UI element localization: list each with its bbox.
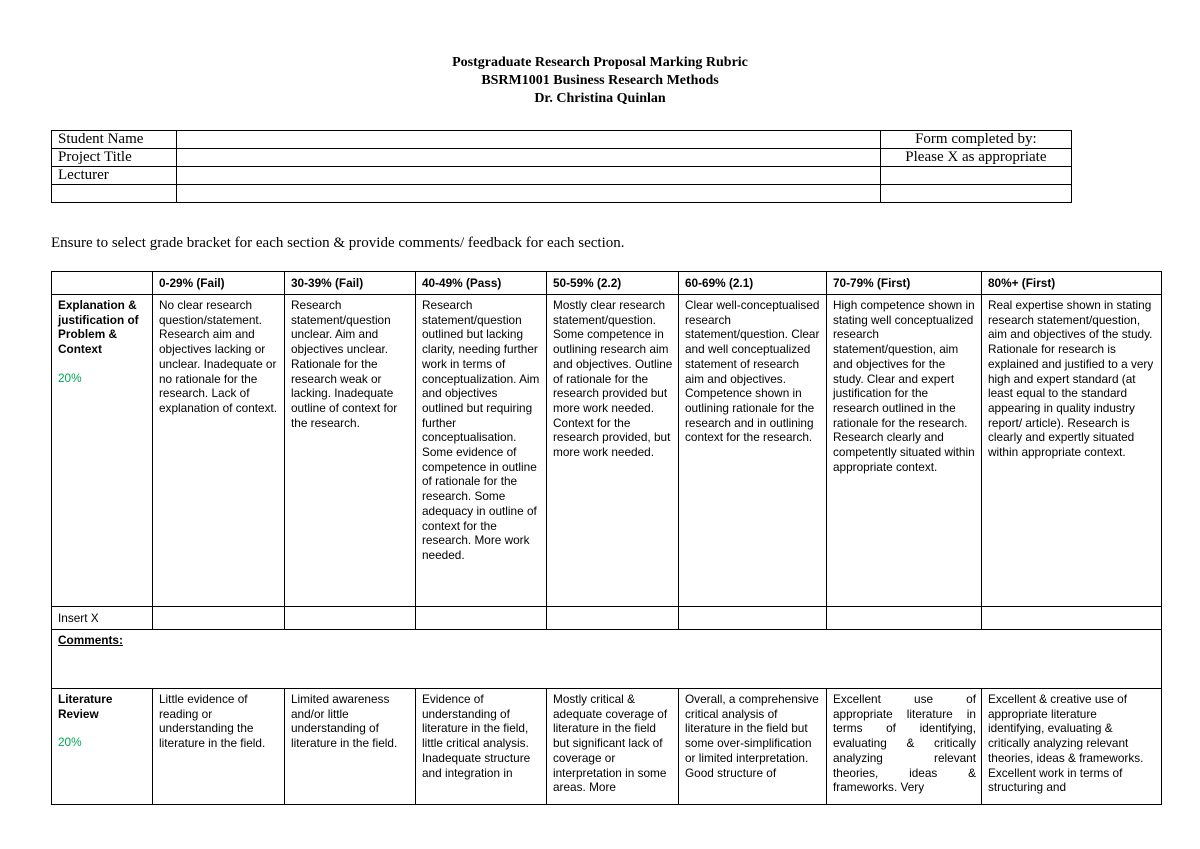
criterion-row-literature (52, 689, 1162, 805)
project-title-field[interactable] (177, 149, 881, 167)
form-completed-field-2[interactable] (880, 185, 1071, 203)
grade-header: 60-69% (2.1) (679, 272, 827, 295)
grade-header-row (52, 272, 1162, 295)
lecturer-name: Dr. Christina Quinlan (534, 91, 666, 106)
descriptor-cell: Mostly critical & adequate coverage of literature in the field but significant lack of coverage or interpretation in some areas. More (547, 689, 679, 805)
comments-row (52, 630, 1162, 689)
blank-label-cell (52, 185, 177, 203)
blank-field[interactable] (177, 185, 881, 203)
grade-header: 50-59% (2.2) (547, 272, 679, 295)
grade-header: 30-39% (Fail) (285, 272, 416, 295)
descriptor-cell: Research statement/question unclear. Aim and objectives unclear. Rationale for the research weak or lacking. Inadequate outline of context for the research. (285, 295, 416, 607)
insert-x-cell[interactable] (416, 607, 547, 630)
criterion-weight: 20% (58, 370, 82, 385)
criterion-row-explanation (52, 295, 1162, 607)
rubric-table (51, 271, 1162, 805)
comments-cell[interactable] (52, 630, 1162, 689)
grade-header: 80%+ (First) (982, 272, 1162, 295)
lecturer-label: Lecturer (52, 167, 177, 185)
grade-header: 40-49% (Pass) (416, 272, 547, 295)
descriptor-cell: Clear well-conceptualised research statement/question. Clear and well conceptualized statement of research aim and objectives. Competence shown in outlining rationale for the research and in outlining context for the research. (679, 295, 827, 607)
document-header (0, 54, 1200, 108)
project-title-label: Project Title (52, 149, 177, 167)
insert-x-cell[interactable] (153, 607, 285, 630)
grade-header: 0-29% (Fail) (153, 272, 285, 295)
insert-x-cell[interactable] (982, 607, 1162, 630)
criterion-label-cell (52, 689, 153, 805)
descriptor-cell: Excellent use of appropriate literature in terms of identifying, evaluating & critically analyzing relevant theories, ideas & frameworks. Very (827, 689, 982, 805)
insert-x-label: Insert X (52, 607, 153, 630)
form-completed-label: Form completed by: (880, 131, 1071, 149)
student-name-field[interactable] (177, 131, 881, 149)
please-x-label: Please X as appropriate (880, 149, 1071, 167)
grade-header: 70-79% (First) (827, 272, 982, 295)
course-code-title: BSRM1001 Business Research Methods (481, 73, 719, 88)
descriptor-cell: Limited awareness and/or little understanding of literature in the field. (285, 689, 416, 805)
descriptor-cell: No clear research question/statement. Research aim and objectives lacking or unclear. Inadequate or no rationale for the research. Lack of explanation of context. (153, 295, 285, 607)
descriptor-cell: Excellent & creative use of appropriate literature identifying, evaluating & critically analyzing relevant theories, ideas & frameworks. Excellent work in terms of structuring and (982, 689, 1162, 805)
comments-label: Comments: (58, 633, 123, 647)
criterion-label-cell (52, 295, 153, 607)
student-name-label: Student Name (52, 131, 177, 149)
descriptor-cell: Evidence of understanding of literature in the field, little critical analysis. Inadequate structure and integration in (416, 689, 547, 805)
insert-x-cell[interactable] (547, 607, 679, 630)
descriptor-cell: Overall, a comprehensive critical analysis of literature in the field but some over-simplification or limited interpretation. Good structure of (679, 689, 827, 805)
insert-x-row (52, 607, 1162, 630)
criterion-weight: 20% (58, 735, 82, 750)
document-title: Postgraduate Research Proposal Marking Rubric (452, 55, 748, 70)
header-blank-cell (52, 272, 153, 295)
criterion-title: Literature Review (58, 692, 113, 721)
descriptor-cell: Little evidence of reading or understanding the literature in the field. (153, 689, 285, 805)
lecturer-field[interactable] (177, 167, 881, 185)
insert-x-cell[interactable] (827, 607, 982, 630)
descriptor-cell: High competence shown in stating well conceptualized research statement/question, aim and objectives for the study. Clear and expert justification for the research outlined in the rationale for the research. Research clearly and competently situated within appropriate context. (827, 295, 982, 607)
descriptor-cell: Real expertise shown in stating research statement/question, aim and objectives of the study. Rationale for research is explained and justified to a very high and expert standard (at least equal to the standard appearing in quality industry report/ article). Research is clearly and expertly situated within appropriate context. (982, 295, 1162, 607)
student-info-table (51, 130, 1072, 203)
form-completed-field-1[interactable] (880, 167, 1071, 185)
instruction-text: Ensure to select grade bracket for each section & provide comments/ feedback for each section. (51, 235, 625, 251)
insert-x-cell[interactable] (679, 607, 827, 630)
descriptor-cell: Research statement/question outlined but lacking clarity, needing further work in terms of conceptualization. Aim and objectives outlined but requiring further conceptualisation. Some evidence of competence in outline of rationale for the research. Some adequacy in outline of context for the research. More work needed. (416, 295, 547, 607)
descriptor-cell: Mostly clear research statement/question. Some competence in outlining research aim and objectives. Outline of rationale for the research provided but more work needed. Context for the research provided, but more work needed. (547, 295, 679, 607)
insert-x-cell[interactable] (285, 607, 416, 630)
criterion-title: Explanation & justification of Problem & Context (58, 298, 139, 357)
